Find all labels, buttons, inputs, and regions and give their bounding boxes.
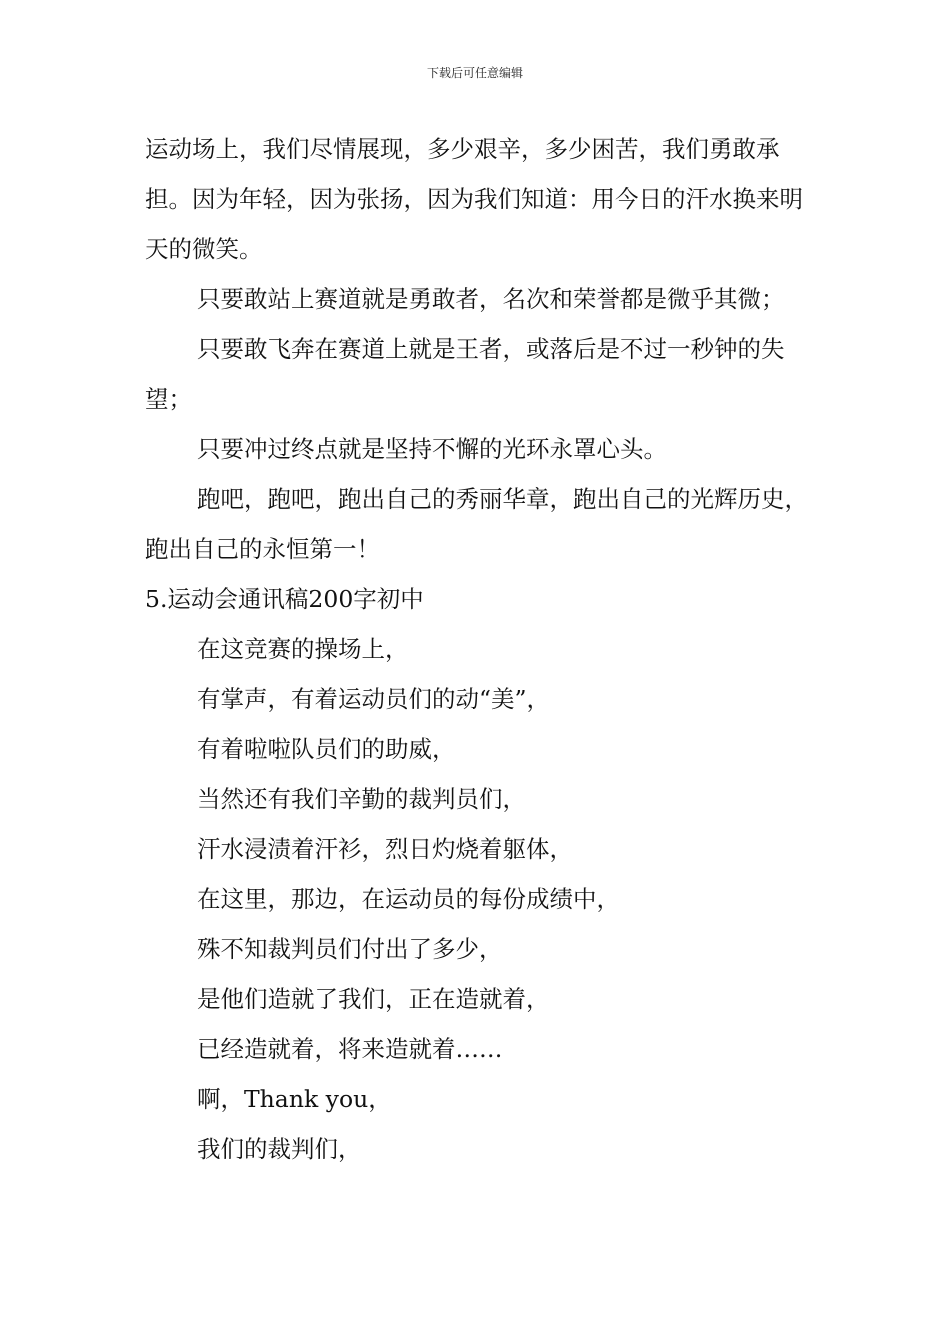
verse-line: 已经造就着，将来造就着…… <box>197 1035 503 1063</box>
paragraph-king: 只要敢飞奔在赛道上就是王者，或落后是不过一秒钟的失望； <box>145 335 785 413</box>
verse-line: 汗水浸渍着汗衫，烈日灼烧着躯体， <box>197 835 573 863</box>
verse-line: 是他们造就了我们，正在造就着， <box>197 985 550 1013</box>
verse-line: 我们的裁判们， <box>197 1135 362 1163</box>
verse-line: 有掌声，有着运动员们的动“美”， <box>197 685 551 713</box>
paragraph-finish: 只要冲过终点就是坚持不懈的光环永罩心头。 <box>197 435 667 463</box>
verse-line: 有着啦啦队员们的助威， <box>197 735 456 763</box>
verse-line: 当然还有我们辛勤的裁判员们， <box>197 785 526 813</box>
verse-line: 在这竞赛的操场上， <box>197 635 409 663</box>
verse-line: 殊不知裁判员们付出了多少， <box>197 935 503 963</box>
document-body <box>145 124 810 1174</box>
section-heading: 5.运动会通讯稿200字初中 <box>145 585 424 613</box>
paragraph-run: 跑吧，跑吧，跑出自己的秀丽华章，跑出自己的光辉历史，跑出自己的永恒第一！ <box>145 485 808 563</box>
paragraph-brave: 只要敢站上赛道就是勇敢者，名次和荣誉都是微乎其微； <box>197 285 785 313</box>
verse-line: 在这里，那边，在运动员的每份成绩中， <box>197 885 620 913</box>
paragraph-intro: 运动场上，我们尽情展现，多少艰辛，多少困苦，我们勇敢承担。因为年轻，因为张扬，因为我们知道：用今日的汗水换来明天的微笑。 <box>145 135 803 263</box>
page-header: 下载后可任意编辑 <box>426 66 523 80</box>
verse-line: 啊，Thank you， <box>197 1085 392 1113</box>
